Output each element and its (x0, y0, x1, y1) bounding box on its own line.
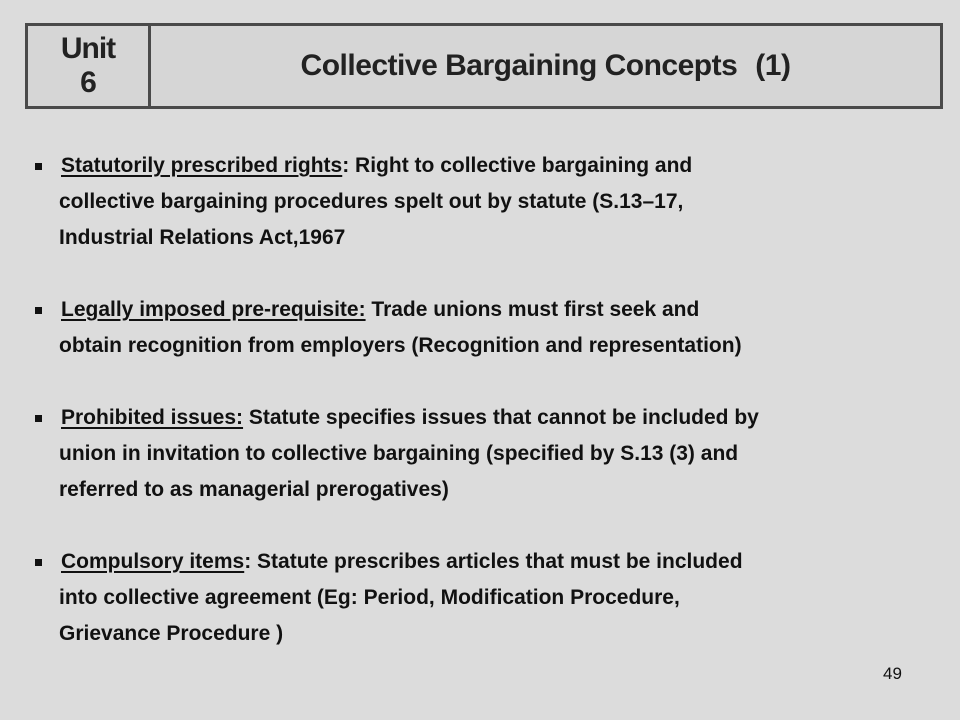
bullet-list (35, 148, 950, 652)
bullet-line-1 (59, 148, 950, 184)
bullet-term: Statutorily prescribed rights (61, 154, 343, 177)
bullet-line-2: collective bargaining procedures spelt out by statute (S.13–17, (59, 190, 684, 213)
bullet-line-3: Industrial Relations Act,1967 (59, 226, 346, 249)
unit-label (28, 26, 151, 106)
page-number: 49 (883, 664, 902, 683)
unit-label-line2: 6 (80, 66, 96, 99)
bullet-item-statutory-rights (35, 148, 950, 256)
square-bullet-icon (35, 307, 42, 314)
bullet-text: : Statute prescribes articles that must be included (244, 550, 743, 573)
square-bullet-icon (35, 559, 42, 566)
bullet-term: Prohibited issues: (61, 406, 244, 429)
bullet-line-1 (59, 544, 950, 580)
bullet-line-2: union in invitation to collective bargaining (specified by S.13 (3) and (59, 442, 739, 465)
bullet-line-2: into collective agreement (Eg: Period, Modification Procedure, (59, 586, 680, 609)
bullet-term: Compulsory items (61, 550, 245, 573)
bullet-line-3: referred to as managerial prerogatives) (59, 478, 449, 501)
bullet-term: Legally imposed pre-requisite: (61, 298, 366, 321)
square-bullet-icon (35, 163, 42, 170)
bullet-item-compulsory-items (35, 544, 950, 652)
bullet-text: Trade unions must first seek and (365, 298, 700, 321)
slide-header (25, 23, 943, 109)
bullet-item-prerequisite (35, 292, 950, 364)
slide-title-number: (1) (755, 49, 791, 82)
slide-title (151, 26, 940, 106)
bullet-line-1 (59, 400, 950, 436)
bullet-line-2: obtain recognition from employers (Recognition and representation) (59, 334, 742, 357)
square-bullet-icon (35, 415, 42, 422)
bullet-text: Statute specifies issues that cannot be included by (243, 406, 759, 429)
bullet-item-prohibited-issues (35, 400, 950, 508)
unit-label-line1: Unit (60, 32, 116, 65)
bullet-line-3: Grievance Procedure ) (59, 622, 284, 645)
bullet-text: : Right to collective bargaining and (342, 154, 693, 177)
bullet-line-1 (59, 292, 950, 328)
slide-title-text: Collective Bargaining Concepts (300, 49, 738, 82)
